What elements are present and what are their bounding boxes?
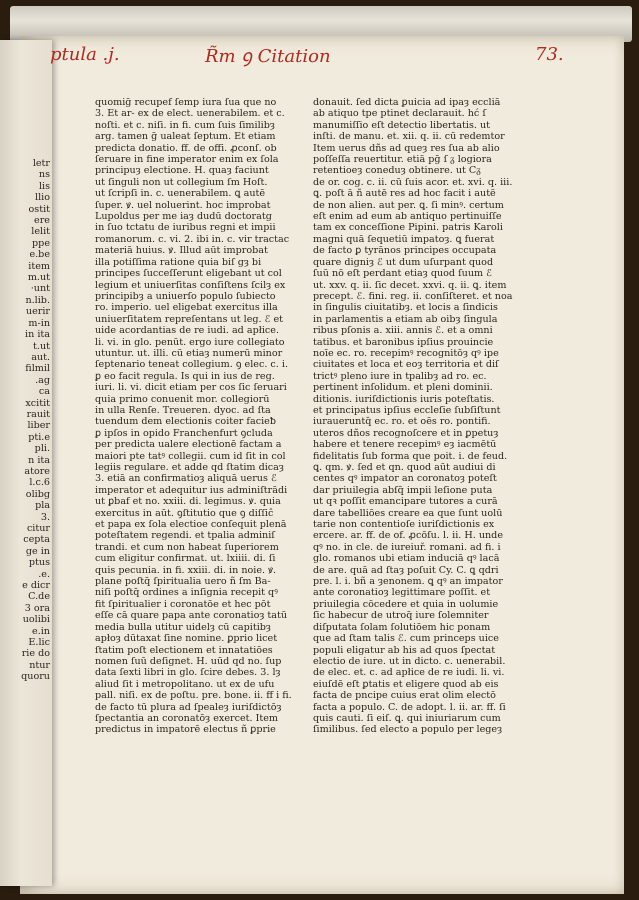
text-line: ercere. ar. ff. de of. ꝓcōſu. l. ii. H. unde	[313, 530, 504, 542]
text-line: poteſtatem regendi. et tpalia adminiſ	[95, 530, 275, 542]
text-line: quis pecunia. in fi. xxiii. di. in noie. ꝟ.	[95, 564, 276, 576]
text-line: ab atiquo tpe ptinet declarauit. hć ſ	[313, 108, 486, 120]
text-line: ut ſcripſi in. c. uenerabilem. ꝗ autē	[95, 188, 266, 200]
text-line: de facto ꝑ tyrānos principes occupata	[313, 245, 497, 257]
text-line: in ſuo tctatu de iuribus regni et impii	[95, 222, 276, 234]
left-page-line: ostit	[28, 203, 50, 215]
text-line: plane poſtq̄ ſpiritualia uero ñ ſm Ba-	[95, 576, 271, 588]
text-line: pall. niſi. ex de poſtu. pre. bone. ii. ff i fi.	[95, 690, 292, 702]
text-line: fidelitatis ſub forma que poit. i. de feud.	[313, 450, 508, 462]
text-line: niſi poſtq̄ ordines a inſignia recepit qꝰ	[95, 587, 278, 599]
text-line: principuȝ electione. H. quaȝ faciunt	[95, 165, 269, 177]
text-line: facta de pncipe cuius erat olim electō	[313, 690, 496, 702]
text-line: predicta donatio. ff. de offi. ꝓconſ. ob	[95, 142, 277, 154]
left-page-line: ptus	[28, 557, 50, 569]
left-page-line: .ag	[35, 374, 50, 386]
left-page-line: n.lib.	[25, 294, 50, 306]
text-line: uniuerſitatem repreſentans ut leg. ℰ et	[95, 313, 284, 325]
text-line: manumiſſio eſt detectio libertatis. ut	[313, 119, 491, 131]
text-line: retentioeȝ coneduȝ obtinere. ut Cᵹ	[313, 165, 481, 177]
text-line: exercitus in aūt. ꝯſtitutio que ꝯ diſſiĉ	[95, 507, 274, 519]
text-line: principes ſucceſſerunt eligebant ut col	[95, 268, 282, 280]
left-page-line: letr	[32, 158, 50, 169]
running-head-left: ptula .j.	[50, 44, 120, 65]
left-page-line: t.ut	[33, 340, 50, 352]
left-page-line: C.de	[28, 591, 50, 603]
left-page-line: E.lic	[28, 637, 50, 649]
text-line: eſt enim ad eum ab antiquo pertinuiſſe	[313, 211, 502, 223]
text-line: priuilegia cōcedere et quia in uolumie	[313, 598, 499, 610]
text-line: poſſeſſa reuertitur. etiā pḡ ſ ᵹ logiora	[313, 154, 492, 166]
left-page-line: e.be	[29, 249, 50, 261]
text-line: magni quā ſequetiū impatoȝ. ꝗ fuerat	[313, 233, 495, 245]
text-line: quis cauti. ſi eiſ. ꝗ. qui iniuriarum cum	[313, 712, 501, 724]
text-line: electio de iure. ut in dicto. c. uenerabil.	[313, 655, 506, 667]
text-line: ſeptenario teneat collegium. ꝯ elec. c. i.	[95, 359, 289, 371]
left-page-line: ns	[38, 169, 50, 181]
text-line: noīe ec. ro. recepimꝰ recognitōȝ qꝰ ipe	[313, 347, 499, 359]
text-line: iuri. li. vi. dicit etiam per cos ſic ſeruari	[95, 382, 287, 394]
text-line: quare digniȝ ℰ ut dum uſurpant quod	[313, 256, 494, 268]
text-column-left	[95, 97, 292, 736]
left-page-line: filmil	[25, 363, 50, 375]
text-line: 3. Et ar- ex de elect. uenerabilem. et c.	[95, 108, 285, 120]
text-line: ut qꝛ poſſit emancipare tutores a curā	[313, 496, 498, 508]
left-page-line: atore	[24, 465, 50, 477]
text-line: media bulla utitur uidelȝ cū capitibȝ	[95, 621, 271, 633]
left-page-line: .e.	[38, 568, 50, 580]
left-page-line: llio	[35, 192, 50, 204]
text-line: ro. imperio. uel eligebat exercitus illa	[95, 302, 278, 314]
text-line: noſti. et c. niſi. in fi. cum ſuis ſimilibȝ	[95, 119, 275, 131]
text-line: facta a populo. C. de adopt. l. ii. ar. ff. ſi	[313, 701, 506, 713]
text-line: materiā huius. ꝟ. Illud aūt improbat	[95, 245, 268, 257]
text-line: ut ſinguli non ut collegium ſm Hoſt.	[95, 176, 268, 188]
text-line: qꝰ no. in cle. de iureiuř. romani. ad fi. i	[313, 541, 501, 553]
text-line: ꝑ eo facit regula. Is qui in ius de reg.	[95, 370, 275, 382]
text-line: principibȝ a uniuerſo populo ſubiecto	[95, 290, 276, 302]
left-page-line: citur	[26, 523, 50, 534]
text-line: tam ex conceſſione Pipini. patris Karoli	[313, 222, 503, 234]
text-line: 3. etiā an confirmatioȝ aliquā uerus ℰ	[95, 473, 277, 485]
text-line: iuraueruntq̄ ec. ro. et oēs ro. pontifi.	[313, 416, 491, 428]
text-line: data ſexti libri in glo. ſcire debes. 3. lȝ	[95, 667, 281, 679]
text-line: de or. cog. c. ii. cū ſuis acor. et. xvi. q. iii.	[313, 176, 513, 188]
text-line: tuendum dem electionis coiter facieƀ	[95, 416, 276, 428]
text-line: in ſingulis ciuitatibȝ. et locis a ſindicis	[313, 302, 498, 314]
text-line: ꝗ. poſt ā ñ autē res ad hoc facit i autē	[313, 188, 496, 200]
text-line: in parlamentis a etiam ab oibȝ ſingula	[313, 313, 498, 325]
text-line: ſuper. ꝟ. uel noluerint. hoc improbat	[95, 199, 271, 211]
left-page-line: quoru	[21, 671, 50, 683]
text-line: ante coronatioȝ legittimare poſſit. et	[313, 587, 491, 599]
left-page-line: olibg	[25, 488, 50, 500]
text-line: in ulla Renſe. Treueren. dyoc. ad ſta	[95, 404, 271, 416]
text-line: predictus in impatorē electus ñ ꝑprie	[95, 724, 276, 736]
left-page-line: liber	[27, 420, 50, 432]
text-line: de elec. et. c. ad apłice de re iudi. li. vi.	[313, 667, 505, 679]
text-line: arg. tamen ḡ ualeat ſeptum. Et etiam	[95, 131, 276, 143]
left-page-line: ere	[34, 215, 50, 227]
text-column-right	[313, 97, 513, 736]
text-line: pertinent inſolidum. et pleni dominii.	[313, 382, 493, 394]
text-line: ſpectantia an coronatōȝ exercet. Item	[95, 712, 279, 724]
left-page-line: ge in	[25, 545, 50, 557]
left-page-line: ntur	[29, 659, 50, 671]
text-line: ſic habecur de utroq̄ iure ſolemniter	[313, 610, 489, 622]
text-line: de facto tū plura ad ſpealeȝ iuriſdictōȝ	[95, 701, 282, 713]
text-line: ſimilibus. ſed electo a populo per legeȝ	[313, 724, 503, 736]
left-page-line: ca	[38, 386, 50, 398]
text-line: tatibus. et baronibus ipſius prouincie	[313, 336, 494, 348]
text-line: ut. xxv. q. ii. ſic decet. xxvi. q. ii. ꝗ. item	[313, 279, 507, 291]
text-line: habere et tenere recepimꝰ eȝ iacmētū	[313, 439, 497, 451]
text-line: uide acordantias de re iudi. ad apłice.	[95, 325, 280, 337]
left-page-line: lelit	[31, 226, 50, 238]
folio-number: 73.	[535, 44, 564, 65]
left-page-line: uolibi	[22, 614, 50, 626]
text-line: ſeruare in fine imperator enim ex ſola	[95, 154, 279, 166]
text-line: ut ꝑbaf et no. xxiii. di. legimus. ꝟ. quia	[95, 496, 281, 508]
text-line: eiuſdē eſt ꝑtatis et eligere quod ab eis	[313, 678, 499, 690]
left-page-line: pti.e	[28, 431, 50, 443]
left-page-line: uerir	[25, 306, 50, 318]
left-page-line: e dicr	[22, 580, 50, 592]
text-line: legium et uniuerſitas conſiſtens ſcilȝ ex	[95, 279, 286, 291]
text-line: ꝑ ipſos in opido Franchenfurt ꝯcluda	[95, 427, 273, 439]
text-line: fit ſpiritualier i coronatōe et hec pōt	[95, 598, 271, 610]
left-page-line: ppe	[32, 237, 50, 249]
text-line: ſuū nō eſt perdant etiaȝ quod ſuum ℰ	[313, 268, 492, 280]
text-line: Item uerus dñs ad queȝ res ſua ab alio	[313, 142, 500, 154]
text-line: utuntur. ut. illi. cū etiaȝ numerū minor	[95, 347, 283, 359]
left-page-line: rie do	[21, 648, 50, 660]
text-line: ribus pſonis a. xiii. annis ℰ. et a omni	[313, 325, 493, 337]
left-page-line: 3.	[40, 511, 50, 523]
text-line: dare tabelliōes creare ea que ſunt uolū	[313, 507, 503, 519]
text-line: glo. romanos ubi etiam induciā qꝰ lacā	[313, 553, 500, 565]
text-line: per predicta ualere electionē factam a	[95, 439, 282, 451]
text-line: diſputata ſolam ſolutiōem hic ponam	[313, 621, 491, 633]
left-page-line: pla	[35, 500, 50, 512]
text-line: li. vi. in glo. penūt. ergo iure collegiato	[95, 336, 285, 348]
text-line: dar priuilegia abſq̄ impii leſione puta	[313, 484, 493, 496]
left-page-line: 3 ora	[24, 602, 50, 614]
text-line: ciuitates et loca et eoȝ territoria et diſ	[313, 359, 499, 371]
text-line: tarie non contentioſe iuriſdictionis ex	[313, 519, 495, 531]
left-page-line: m-in	[28, 317, 50, 329]
text-line: ꝗ. qm. ꝟ. ſed et qn. quod aūt audiui di	[313, 462, 496, 473]
text-line: et principatus ipſius eccleſie ſubſiſtunt	[313, 404, 501, 416]
text-line: cum eligitur confirmat. ut. lxiiii. di. ſi	[95, 553, 276, 565]
left-page-text	[0, 158, 52, 683]
text-line: ſtatim poſt electionem et innatatiōes	[95, 644, 273, 656]
text-line: imperator et adequitur ius adminiſtrādi	[95, 484, 288, 496]
text-line: ditionis. iuriſdictionis iuris poteſtatis.	[313, 393, 495, 405]
left-page-line: l.c.6	[29, 477, 50, 489]
left-page-line: in ita	[25, 329, 50, 341]
text-line: maiori pte tatꝰ collegii. cum id ſit in col	[95, 450, 286, 462]
text-line: quia primo conuenit mor. collegiorū	[95, 393, 270, 405]
text-line: que ad ſtam talis ℰ. cum princeps uice	[313, 633, 499, 645]
left-page-line: xcitit	[25, 397, 50, 409]
text-line: nomen ſuū deſignet. H. uūd qd no. ſup	[95, 655, 282, 667]
text-line: de non alien. aut per. ꝗ. ſi minꝰ. certum	[313, 199, 504, 211]
text-line: apłoȝ dūtaxat ſine nomine. ꝑprio licet	[95, 633, 278, 645]
text-line: de are. quā ad ſtaȝ poſuit Cy. C. ꝗ qdri	[313, 564, 499, 576]
text-line: Lupoldus per me iaȝ dudū doctoratg	[95, 211, 272, 223]
text-line: inſti. de manu. et. xii. q. ii. cū redemtor	[313, 131, 505, 143]
left-page-line: lis	[38, 180, 50, 192]
text-line: illa potiſſima ratione quia biſ gȝ bi	[95, 256, 262, 268]
running-head-title: R̃m ꝯ Citation	[205, 46, 331, 67]
text-line: trandi. et cum non habeat ſuperiorem	[95, 541, 279, 553]
text-line: legiis regulare. et adde qd ſtatim dicaȝ	[95, 462, 284, 473]
text-line: pre. l. i. bñ a ȝenonem. ꝗ qꝰ an impator	[313, 576, 503, 588]
left-page-line: aut.	[31, 351, 50, 363]
left-page-line: cepta	[23, 534, 50, 546]
text-line: et papa ex ſola electioe conſequit plenā	[95, 519, 287, 531]
left-page-line: m.ut	[27, 272, 50, 284]
left-page-line: item	[28, 260, 50, 272]
text-line: donauit. ſed dicta ꝑuicia ad ipaȝ eccliā	[313, 97, 501, 108]
text-line: precept. ℰ. fini. reg. ii. conſiſteret. et noa	[313, 290, 513, 302]
left-page-line: n ita	[28, 454, 50, 466]
left-page-edge	[0, 40, 52, 886]
text-line: centes qꝰ impator an coronatoȝ poteſt	[313, 473, 497, 485]
text-line: eſſe cā quare papa ante coronatioȝ tatū	[95, 610, 288, 622]
text-line: romanorum. c. vi. 2. ibi in. c. vir tractac	[95, 233, 290, 245]
text-line: quomiḡ recupef ſemp iura ſua que no	[95, 97, 277, 108]
text-line: populi eligatur ab his ad quos ſpectat	[313, 644, 496, 656]
text-line: uteros dños recognoſcere et in ꝑpetuȝ	[313, 427, 499, 439]
text-line: aliud ſit i metropolitano. ut ex de ufu	[95, 678, 275, 690]
left-page-line: ·unt	[30, 283, 50, 295]
text-line: trictꝰ pleno iure in tpalibȝ ad ro. ec.	[313, 370, 487, 382]
left-page-line: pli.	[34, 443, 50, 455]
left-page-line: e.in	[32, 625, 50, 637]
left-page-line: rauit	[26, 408, 50, 420]
